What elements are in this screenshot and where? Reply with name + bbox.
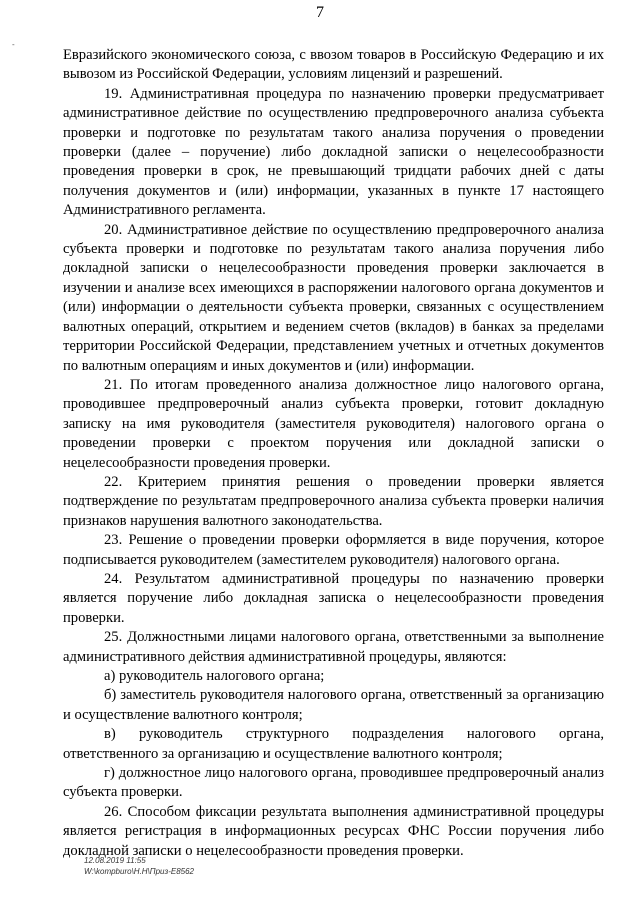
paragraph-21: 21. По итогам проведенного анализа должностное лицо налогового органа, проводившее предпроверочный анализ субъекта проверки, готовит докладную записку на имя руководителя (заместителя руководителя) налогового органа о проведении проверки с проектом поручения или докладной записки о нецелесообразности проведения проверки. bbox=[63, 376, 604, 471]
paragraph-26: 26. Способом фиксации результата выполнения административной процедуры является регистрация в информационных ресурсах ФНС России поручения либо докладной записки о нецелесообразности проведения проверки. bbox=[63, 803, 604, 859]
paragraph-24: 24. Результатом административной процедуры по назначению проверки является поручение либо докладная записка о нецелесообразности проведения проверки. bbox=[63, 570, 604, 626]
paragraph-20: 20. Административное действие по осуществлению предпроверочного анализа субъекта проверки и подготовке по результатам такого анализа поручения либо докладной записки о нецелесообразности проведения проверки заключается в изучении и анализе всех имеющихся в распоряжении налогового органа документов и (или) информации о деятельности субъекта проверки, связанных с осуществлением валютных операций, открытием и ведением счетов (вкладов) в банках за пределами территории Российской Федерации, представлением учетных и отчетных документов по валютным операциям и иных документов и (или) информации. bbox=[63, 221, 604, 374]
page-number: 7 bbox=[316, 4, 324, 21]
list-item-g: г) должностное лицо налогового органа, проводившее предпроверочный анализ субъекта проверки. bbox=[63, 765, 604, 801]
list-item-b: б) заместитель руководителя налогового органа, ответственный за организацию и осуществление валютного контроля; bbox=[63, 687, 604, 723]
list-item-a: а) руководитель налогового органа; bbox=[104, 668, 325, 684]
paragraph-continuation: Евразийского экономического союза, с ввозом товаров в Российскую Федерацию и их вывозом из Российской Федерации, условиям лицензий и разрешений. bbox=[63, 47, 604, 83]
document-body bbox=[63, 46, 604, 861]
list-item-v: в) руководитель структурного подразделения налогового органа, ответственного за организацию и осуществление валютного контроля; bbox=[63, 726, 604, 762]
footer bbox=[84, 855, 194, 877]
paragraph-25: 25. Должностными лицами налогового органа, ответственными за выполнение административного действия административной процедуры, являются: bbox=[63, 629, 604, 665]
footer-date: 12.08.2019 11:55 bbox=[84, 856, 146, 865]
scan-mark: - bbox=[12, 40, 15, 49]
footer-path: W:\kompburo\Н.Н\Приз-Е8562 bbox=[84, 867, 195, 876]
paragraph-23: 23. Решение о проведении проверки оформляется в виде поручения, которое подписывается руководителем (заместителем руководителя) налогового органа. bbox=[63, 532, 604, 568]
paragraph-22: 22. Критерием принятия решения о проведении проверки является подтверждение по результатам предпроверочного анализа субъекта проверки наличия признаков нарушения валютного законодательства. bbox=[63, 473, 604, 529]
paragraph-19: 19. Административная процедура по назначению проверки предусматривает административное действие по осуществлению предпроверочного анализа субъекта проверки и подготовке по результатам такого анализа поручения о проведении проверки (далее – поручение) либо докладной записки о нецелесообразности проведения проверки в срок, не превышающий тридцати рабочих дней с даты получения документов и (или) информации, указанных в пункте 17 настоящего Административного регламента. bbox=[63, 85, 604, 219]
